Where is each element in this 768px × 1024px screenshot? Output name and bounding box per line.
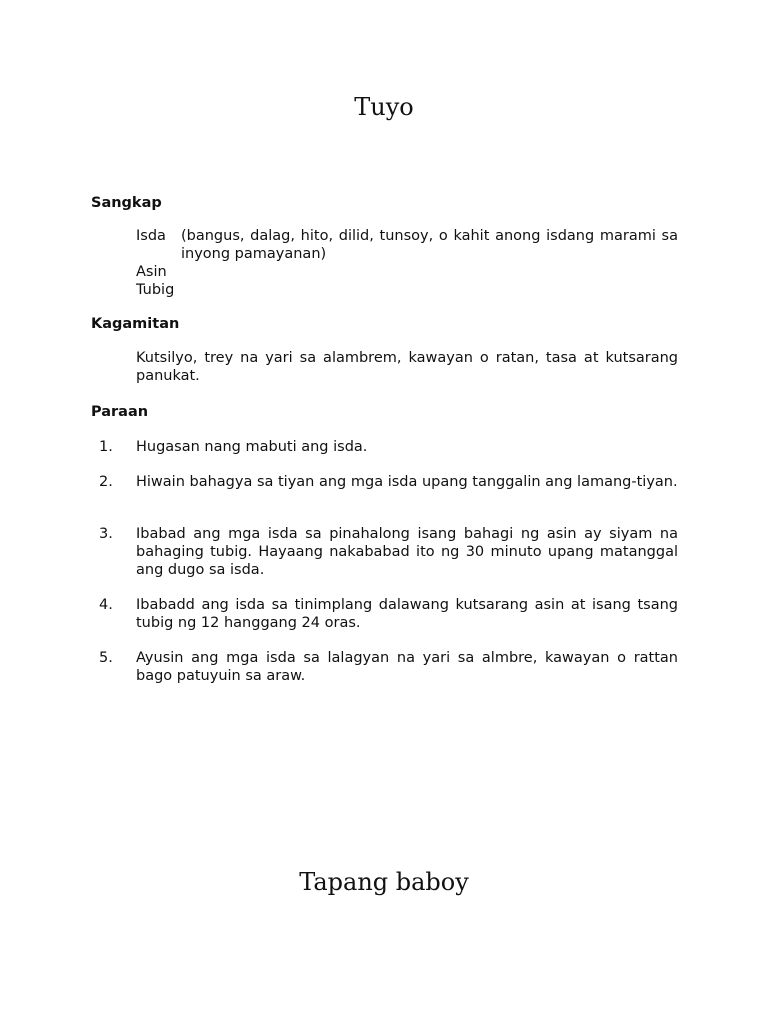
kagamitan-text: Kutsilyo, trey na yari sa alambrem, kawayan o ratan, tasa at kutsarang panukat. xyxy=(136,350,678,384)
step-text: Hugasan nang mabuti ang isda. xyxy=(136,439,368,455)
step-number: 2. xyxy=(99,474,113,490)
recipe-title: Tuyo xyxy=(354,93,414,121)
ingredient-description: (bangus, dalag, hito, dilid, tunsoy, o kahit anong isdang marami sa inyong pamayanan) xyxy=(181,228,678,262)
sangkap-heading: Sangkap xyxy=(91,195,162,211)
ingredient-list xyxy=(136,227,678,299)
kagamitan-heading: Kagamitan xyxy=(91,316,180,332)
ingredient-name: Asin xyxy=(136,264,167,280)
ingredient-name: Tubig xyxy=(136,282,175,298)
recipe-title-2: Tapang baboy xyxy=(299,868,469,896)
step-text: Ayusin ang mga isda sa lalagyan na yari sa almbre, kawayan o rattan bago patuyuin sa araw. xyxy=(136,650,678,684)
step-text: Ibabadd ang isda sa tinimplang dalawang kutsarang asin at isang tsang tubig ng 12 hanggang 24 oras. xyxy=(136,597,678,631)
ingredient-item xyxy=(136,281,678,299)
ingredient-item xyxy=(136,227,678,263)
step-text: Hiwain bahagya sa tiyan ang mga isda upang tanggalin ang lamang-tiyan. xyxy=(136,474,678,490)
step-number: 3. xyxy=(99,526,113,542)
ingredient-name: Isda xyxy=(136,228,166,244)
step-number: 1. xyxy=(99,439,113,455)
step-text: Ibabad ang mga isda sa pinahalong isang bahagi ng asin ay siyam na bahaging tubig. Hayaang nakababad ito ng 30 minuto upang matanggal ang dugo sa isda. xyxy=(136,526,678,578)
step-number: 4. xyxy=(99,597,113,613)
ingredient-item xyxy=(136,263,678,281)
step-number: 5. xyxy=(99,650,113,666)
paraan-heading: Paraan xyxy=(91,404,149,420)
